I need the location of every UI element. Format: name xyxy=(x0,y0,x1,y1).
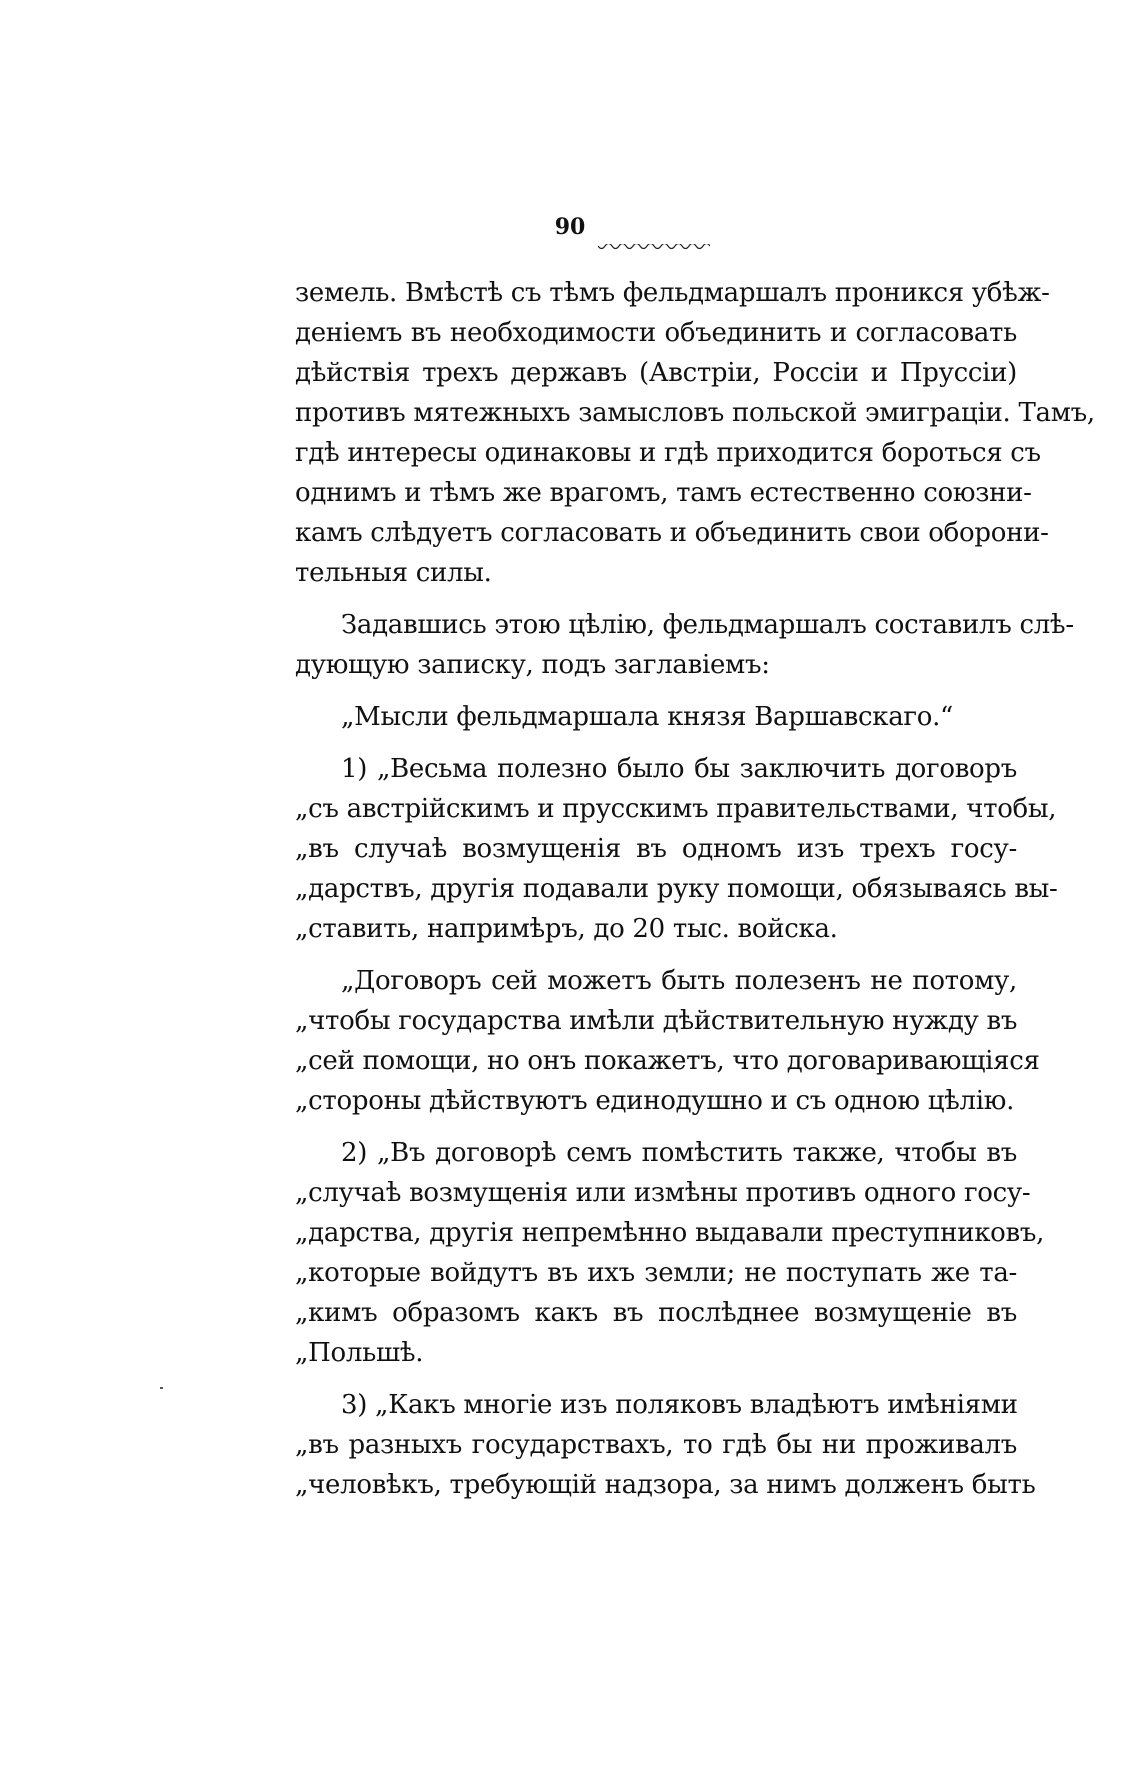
paragraph-gap xyxy=(295,949,1017,961)
text-line: „кимъ образомъ какъ въ послѣднее возмущеніе въ xyxy=(295,1298,1017,1328)
paragraph xyxy=(295,273,1095,593)
paragraph xyxy=(295,697,1017,737)
text-line: 3) „Какъ многіе изъ поляковъ владѣютъ имѣніями xyxy=(341,1390,1018,1420)
paragraph-gap xyxy=(295,1373,1017,1385)
text-line: земель. Вмѣстѣ съ тѣмъ фельдмаршалъ проникся убѣж- xyxy=(295,278,1050,308)
text-line: Задавшись этою цѣлію, фельдмаршалъ составилъ слѣ- xyxy=(341,610,1074,640)
paragraph xyxy=(295,961,1040,1121)
text-line: 2) „Въ договорѣ семъ помѣстить также, чтобы въ xyxy=(341,1138,1017,1168)
paragraph-gap xyxy=(295,593,1017,605)
text-line: „въ разныхъ государствахъ, то гдѣ бы ни проживалъ xyxy=(295,1430,1017,1460)
text-line: камъ слѣдуетъ согласовать и объединить свои оборони- xyxy=(295,518,1049,548)
text-line: дѣйствія трехъ державъ (Австріи, Россіи и Пруссіи) xyxy=(295,358,1017,388)
text-line: „ставить, напримѣръ, до 20 тыс. войска. xyxy=(295,914,838,944)
page-number: 90 xyxy=(554,214,586,240)
text-line: „съ австрійскимъ и прусскимъ правительствами, чтобы, xyxy=(295,794,1057,824)
paragraph xyxy=(295,1385,1036,1505)
text-line: однимъ и тѣмъ же врагомъ, тамъ естественно союзни- xyxy=(295,478,1032,508)
paragraph-gap xyxy=(295,685,1017,697)
text-line: „стороны дѣйствуютъ единодушно и съ одною цѣлію. xyxy=(295,1086,1015,1116)
text-line: деніемъ въ необходимости объединить и согласовать xyxy=(295,318,1017,348)
text-line: „Польшѣ. xyxy=(295,1338,424,1368)
text-line: „сей помощи, но онъ покажетъ, что договаривающіяся xyxy=(295,1046,1040,1076)
paragraph xyxy=(295,1133,1045,1373)
text-line: „въ случаѣ возмущенія въ одномъ изъ трехъ госу- xyxy=(295,834,1017,864)
text-line: „случаѣ возмущенія или измѣны противъ одного госу- xyxy=(295,1178,1031,1208)
text-line: противъ мятежныхъ замысловъ польской эмиграціи. Тамъ, xyxy=(295,398,1095,428)
text-line: „человѣкъ, требующій надзора, за нимъ долженъ быть xyxy=(295,1470,1036,1500)
text-line: гдѣ интересы одинаковы и гдѣ приходится бороться съ xyxy=(295,438,1041,468)
text-line: „дарства, другія непремѣнно выдавали преступниковъ, xyxy=(295,1218,1045,1248)
text-line: „дарствъ, другія подавали руку помощи, обязываясь вы- xyxy=(295,874,1058,904)
paragraph xyxy=(295,605,1074,685)
text-line: „Договоръ сей можетъ быть полезенъ не потому, xyxy=(341,966,1017,996)
text-line: тельныя силы. xyxy=(295,558,492,588)
text-line: „Мысли фельдмаршала князя Варшавскаго.“ xyxy=(341,702,954,732)
text-line: 1) „Весьма полезно было бы заключить договоръ xyxy=(341,754,1017,784)
paragraph-gap xyxy=(295,1121,1017,1133)
margin-speck xyxy=(160,1387,163,1389)
body-text xyxy=(295,273,1095,1505)
page-number-ornament xyxy=(598,244,710,252)
text-line: „чтобы государства имѣли дѣйствительную нужду въ xyxy=(295,1006,1018,1036)
paragraph-gap xyxy=(295,737,1017,749)
text-line: дующую записку, подъ заглавіемъ: xyxy=(295,650,770,680)
text-line: „которые войдутъ въ ихъ земли; не поступать же та- xyxy=(295,1258,1017,1288)
paragraph xyxy=(295,749,1058,949)
